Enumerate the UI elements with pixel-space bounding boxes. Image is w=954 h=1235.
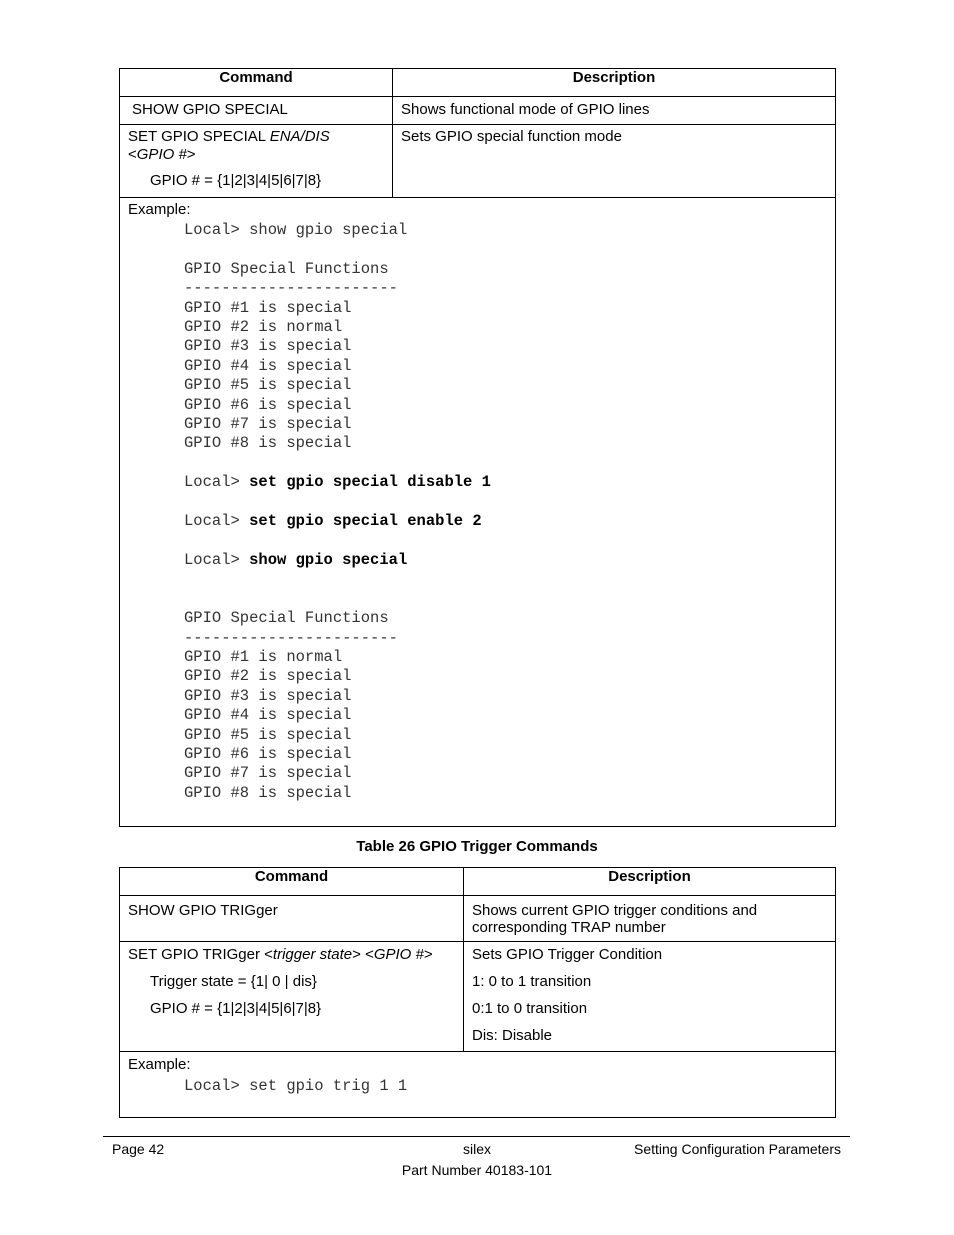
example-label: Example: xyxy=(128,201,191,218)
code-line: GPIO Special Functions xyxy=(184,259,389,278)
code-line: GPIO #4 is special xyxy=(184,706,352,725)
footer-page-number: Page 42 xyxy=(112,1141,165,1157)
code-line: GPIO #5 is special xyxy=(184,725,352,744)
command-arg: ENA/DIS xyxy=(269,128,330,145)
table-row xyxy=(120,97,836,125)
table-header xyxy=(120,868,836,896)
column-header-command: Command xyxy=(120,69,393,97)
code-line: GPIO #6 is special xyxy=(184,744,352,763)
command-text: > < xyxy=(352,946,374,963)
code-line: GPIO #3 is special xyxy=(184,686,352,705)
code-command: set gpio special disable 1 xyxy=(249,473,491,492)
code-command: show gpio special xyxy=(249,550,408,569)
code-line: GPIO #4 is special xyxy=(184,356,352,375)
command-cell xyxy=(120,125,393,198)
code-line: GPIO Special Functions xyxy=(184,609,389,628)
example-row xyxy=(120,1052,836,1118)
description-cell: Shows functional mode of GPIO lines xyxy=(393,97,836,125)
command-arg: trigger state xyxy=(272,946,353,963)
code-command: set gpio special enable 2 xyxy=(249,512,482,531)
column-header-command: Command xyxy=(120,868,464,896)
code-line: GPIO #2 is normal xyxy=(184,318,343,337)
description-line: 1: 0 to 1 transition xyxy=(472,973,592,990)
footer-company: silex xyxy=(462,1141,491,1157)
code-line: Local> show gpio special xyxy=(184,221,408,239)
description-cell xyxy=(464,942,836,1052)
example-label: Example: xyxy=(128,1056,191,1073)
footer-section: Setting Configuration Parameters xyxy=(634,1141,841,1157)
command-text: > xyxy=(423,946,433,963)
code-prompt: Local> xyxy=(184,550,250,569)
param-text: GPIO # = {1|2|3|4|5|6|7|8} xyxy=(150,1000,322,1017)
code-line: GPIO #6 is special xyxy=(184,395,352,414)
bracket: > xyxy=(186,146,196,163)
code-line: GPIO #8 is special xyxy=(184,434,352,453)
code-line: GPIO #8 is special xyxy=(184,783,352,802)
code-prompt: Local> xyxy=(184,512,250,531)
command-arg: GPIO # xyxy=(136,146,187,163)
table-row xyxy=(120,896,836,942)
param-text: Trigger state = {1| 0 | dis} xyxy=(150,973,317,990)
command-text: SET GPIO SPECIAL xyxy=(128,128,270,145)
code-prompt: Local> xyxy=(184,473,250,492)
table-header xyxy=(120,69,836,97)
table-row xyxy=(120,942,836,1052)
description-cell: Shows current GPIO trigger conditions and corresponding TRAP number xyxy=(464,896,836,942)
command-text: SET GPIO TRIGger < xyxy=(128,946,273,963)
table-row xyxy=(120,125,836,198)
gpio-special-table xyxy=(119,68,836,827)
param-text: GPIO # = {1|2|3|4|5|6|7|8} xyxy=(150,172,322,189)
code-line: GPIO #7 is special xyxy=(184,415,352,434)
code-line: ----------------------- xyxy=(184,279,398,298)
command-cell: SHOW GPIO TRIGger xyxy=(120,896,464,942)
description-line: 0:1 to 0 transition xyxy=(472,1000,588,1017)
code-line: ----------------------- xyxy=(184,628,398,647)
example-code xyxy=(128,1077,827,1096)
description-line: Sets GPIO Trigger Condition xyxy=(472,946,663,963)
code-line: GPIO #5 is special xyxy=(184,376,352,395)
code-line: GPIO #2 is special xyxy=(184,667,352,686)
table-caption: Table 26 GPIO Trigger Commands xyxy=(356,838,598,855)
code-line: GPIO #1 is special xyxy=(184,298,352,317)
example-cell xyxy=(120,1052,836,1118)
code-line: GPIO #7 is special xyxy=(184,764,352,783)
example-cell xyxy=(120,198,836,827)
command-arg: GPIO # xyxy=(373,946,424,963)
code-line: Local> set gpio trig 1 1 xyxy=(184,1077,408,1095)
footer-part-number: Part Number 40183-101 xyxy=(401,1162,553,1178)
code-line: GPIO #1 is normal xyxy=(184,647,343,666)
command-cell xyxy=(120,942,464,1052)
description-line: Dis: Disable xyxy=(472,1027,553,1044)
example-code xyxy=(128,221,827,803)
bracket: < xyxy=(128,146,137,163)
description-cell: Sets GPIO special function mode xyxy=(393,125,836,198)
column-header-description: Description xyxy=(464,868,836,896)
command-cell: SHOW GPIO SPECIAL xyxy=(120,97,393,125)
gpio-trigger-table xyxy=(119,867,836,1118)
column-header-description: Description xyxy=(393,69,836,97)
example-row xyxy=(120,198,836,827)
code-line: GPIO #3 is special xyxy=(184,337,352,356)
footer-divider xyxy=(103,1136,850,1137)
